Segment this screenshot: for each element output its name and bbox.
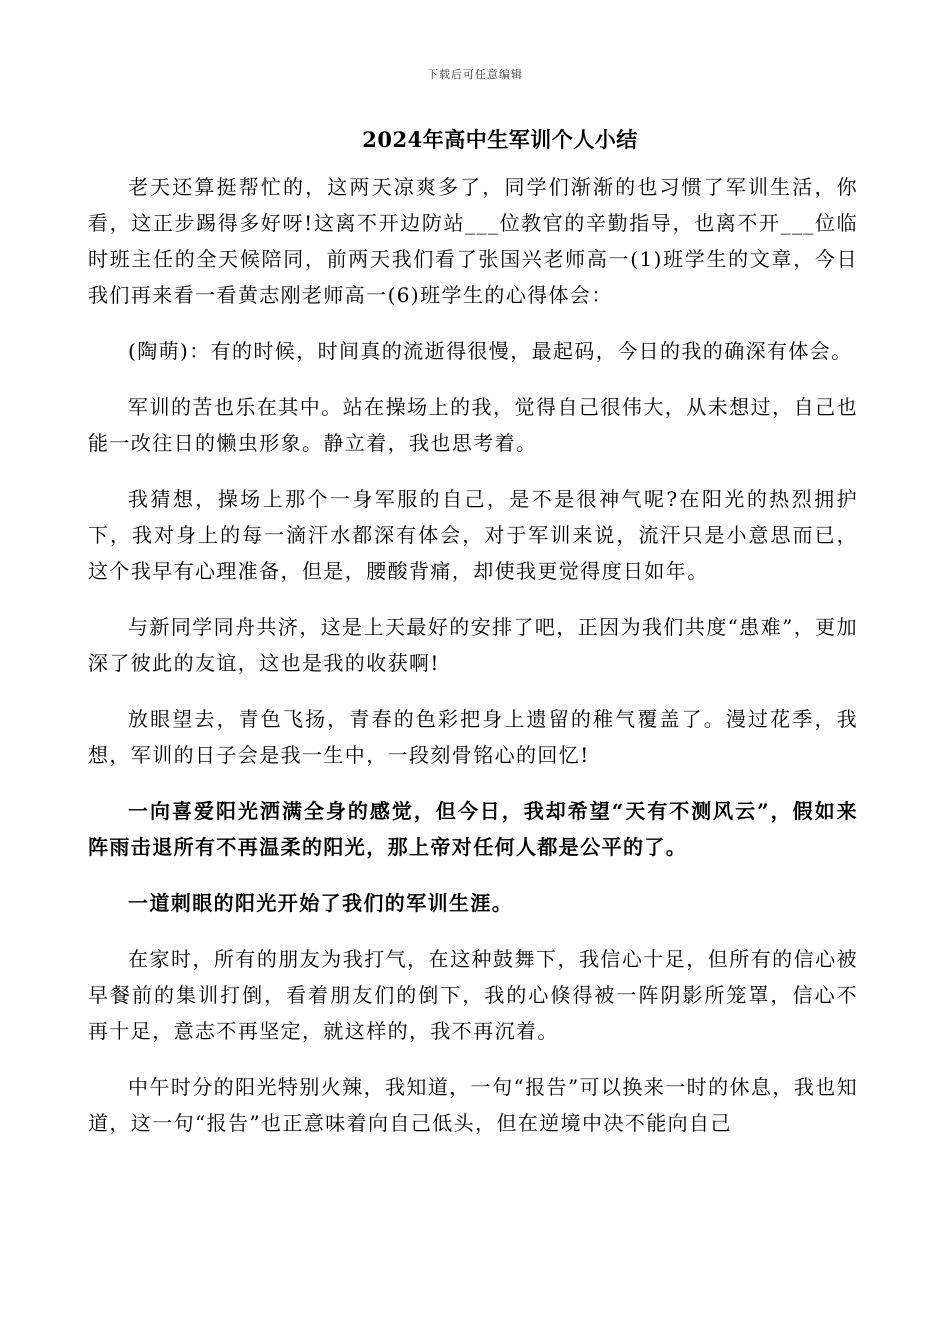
paragraph: 老天还算挺帮忙的，这两天凉爽多了，同学们渐渐的也习惯了军训生活，你看，这正步踢得多好呀!这离不开边防站___位教官的辛勤指导，也离不开___位临时班主任的全天候陪同，前两天我们看了张国兴老师高一(1)班学生的文章，今日我们再来看一看黄志刚老师高一(6)班学生的心得体会：	[88, 175, 858, 307]
paragraph: 放眼望去，青色飞扬，青春的色彩把身上遗留的稚气覆盖了。漫过花季，我想，军训的日子会是我一生中，一段刻骨铭心的回忆!	[88, 707, 858, 767]
paragraph: 在家时，所有的朋友为我打气，在这种鼓舞下，我信心十足，但所有的信心被早餐前的集训打倒，看着朋友们的倒下，我的心倏得被一阵阴影所笼罩，信心不再十足，意志不再坚定，就这样的，我不再沉着。	[88, 947, 858, 1043]
paragraph-bold: 一道刺眼的阳光开始了我们的军训生涯。	[128, 891, 514, 915]
paragraph: 中午时分的阳光特别火辣，我知道，一句“报告”可以换来一时的休息，我也知道，这一句“报告”也正意味着向自己低头，但在逆境中决不能向自己	[88, 1075, 858, 1135]
paragraph: 我猜想，操场上那个一身军服的自己，是不是很神气呢?在阳光的热烈拥护下，我对身上的每一滴汗水都深有体会，对于军训来说，流汗只是小意思而已，这个我早有心理准备，但是，腰酸背痛，却使我更觉得度日如年。	[88, 487, 858, 583]
paragraph: 与新同学同舟共济，这是上天最好的安排了吧，正因为我们共度“患难”，更加深了彼此的友谊，这也是我的收获啊!	[88, 615, 858, 675]
document-body	[88, 169, 858, 1161]
header-note: 下载后可任意编辑	[427, 68, 523, 81]
paragraph-bold: 一向喜爱阳光洒满全身的感觉，但今日，我却希望“天有不测风云”，假如来阵雨击退所有不再温柔的阳光，那上帝对任何人都是公平的了。	[88, 799, 858, 859]
paragraph: 军训的苦也乐在其中。站在操场上的我，觉得自己很伟大，从未想过，自己也能一改往日的懒虫形象。静立着，我也思考着。	[88, 395, 858, 455]
document-title: 2024年高中生军训个人小结	[362, 127, 638, 152]
paragraph: (陶萌)：有的时候，时间真的流逝得很慢，最起码，今日的我的确深有体会。	[128, 339, 853, 363]
